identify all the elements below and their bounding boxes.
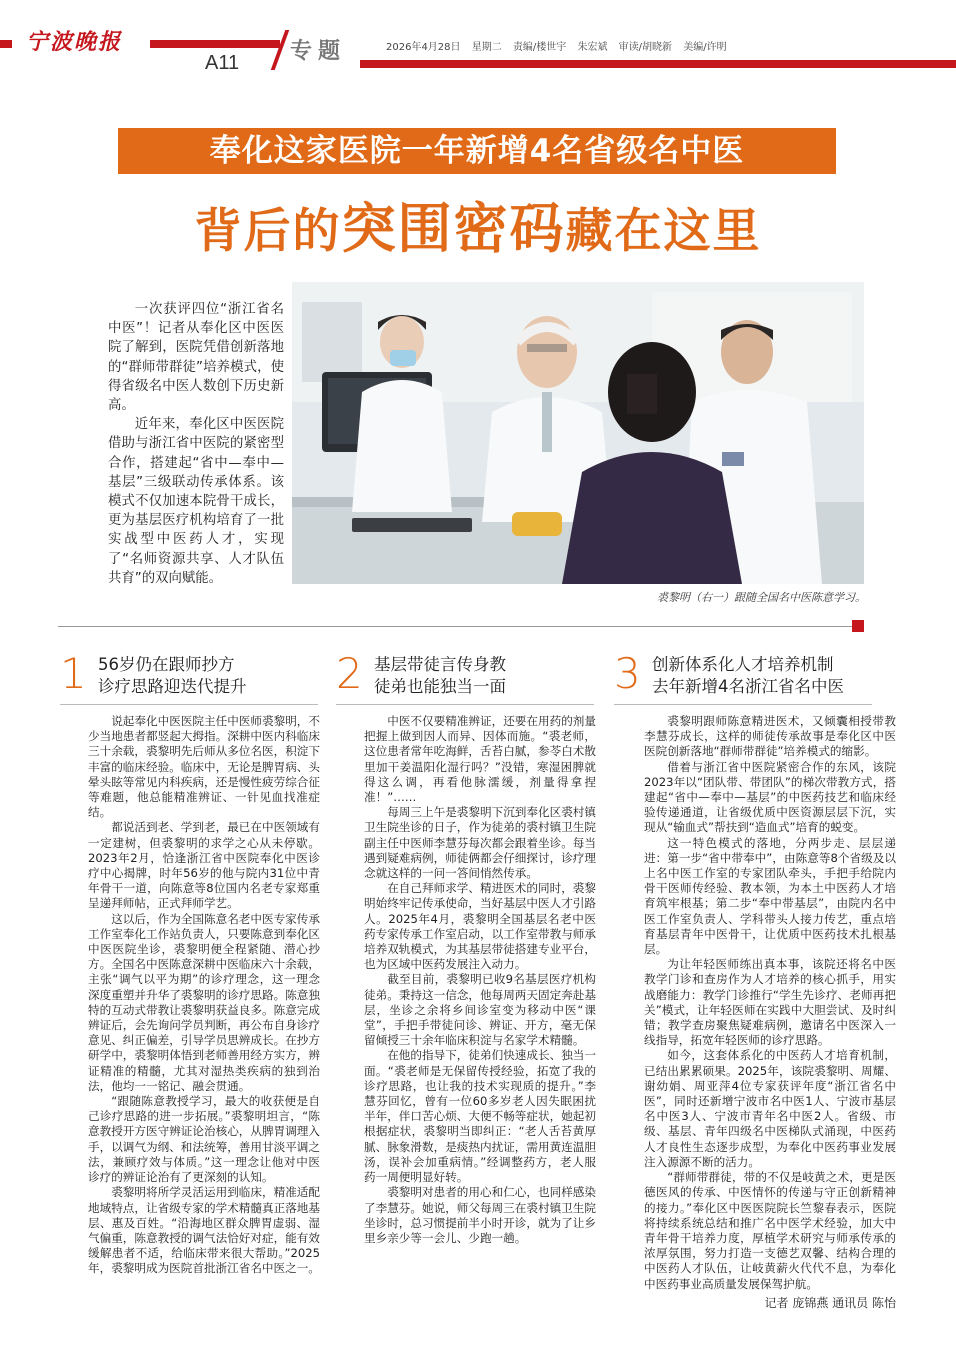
masthead-bar-mid: [150, 40, 280, 48]
paragraph: “跟随陈意教授学习，最大的收获便是自己诊疗思路的进一步拓展。”裘黎明坦言，“陈意教授开方医守辨证论治核心，从脾胃调理入手，以调气为纲、和法统筹，善用甘淡平调之法，兼顾疗效与体质。”这一理念让他对中医诊疗的辨证论治有了更深刻的认知。: [88, 1094, 320, 1185]
section-body: [644, 714, 896, 1311]
issue-date: 2026年4月28日: [386, 42, 461, 53]
paragraph: 借着与浙江省中医院紧密合作的东风，该院2023年以“团队带、带团队”的梯次带教方式，搭建起“省中—奉中—基层”的中医药技艺和临床经验传递通道，让省级优质中医资源层层下沉，实现从“输血式”帮扶到“造血式”培育的蜕变。: [644, 759, 896, 835]
headline-2-emphasis: 突围密码: [341, 197, 566, 260]
section-body: [88, 714, 320, 1277]
masthead-slash: [271, 30, 290, 70]
paragraph: 中医不仅要精准辨证，还要在用药的剂量把握上做到因人而异、因体而施。“裘老师，这位患者常年吃海鲜，舌苔白腻，参苓白术散里加干姜温阳化湿行吗？”没错，寒湿困脾就得这么调，再看他脉濡缓，剂量得拿捏准！”……: [364, 714, 596, 805]
paragraph: 在自己拜师求学、精进医术的同时，裘黎明始终牢记传承使命，当好基层中医人才引路人。2025年4月，裘黎明全国基层名老中医药专家传承工作室启动，以工作室带教与师承培养双轨模式，为其基层带徒搭建专业平台，也为区域中医药发展注入动力。: [364, 881, 596, 972]
issue-info: [386, 38, 735, 53]
reviewer-credit: 审读/胡晓新: [618, 42, 673, 53]
section-rule: [336, 704, 594, 705]
headline-line-1: 奉化这家医院一年新增4名省级名中医: [209, 133, 745, 169]
section-number: 1: [60, 649, 87, 698]
section-number: 2: [336, 649, 363, 698]
paragraph: 都说活到老、学到老，最已在中医领域有一定建树，但裘黎明的求学之心从未停歇。2023年2月，恰逢浙江省中医院奉化中医诊疗中心揭牌，时年56岁的他与院内31位中青年骨干一道，向陈意等8位国内名老专家郑重呈递拜师帖，正式拜师学艺。: [88, 820, 320, 911]
lead-text: [108, 300, 284, 588]
paragraph: 裘黎明对患者的用心和仁心，也同样感染了李慧芬。她说，师父每周三在裘村镇卫生院坐诊时，总习惯提前半小时开诊，就为了让乡里乡亲少等一会儿、少跑一趟。: [364, 1185, 596, 1245]
section-label: 专题: [290, 39, 347, 64]
paragraph: 每周三上午是裘黎明下沉到奉化区裘村镇卫生院坐诊的日子，作为徒弟的裘村镇卫生院副主任中医师李慧芬每次都会跟着坐诊。每当遇到疑难病例，师徒俩都会仔细探讨，诊疗理念就这样的一问一答间悄然传承。: [364, 805, 596, 881]
section-title: [374, 654, 604, 698]
clinic-consultation-photo: [292, 282, 864, 584]
paragraph: 如今，这套体系化的中医药人才培育机制，已结出累累硕果。2025年，该院裘黎明、周耀、谢幼娟、周亚萍4位专家获评年度“浙江省名中医”，同时还新增宁波市名中医1人、宁波市基层名中医3人、宁波市青年名中医2人。省级、市级、基层、青年四级名中医梯队式涌现，中医药人才良性生态逐步成型，为奉化中医药事业发展注入源源不断的活力。: [644, 1048, 896, 1169]
designer-credit: 朱宏斌: [577, 42, 608, 53]
section-number: 3: [614, 649, 641, 698]
paragraph: 裘黎明跟师陈意精进医术，又倾囊相授带教李慧芬成长，这样的师徒传承故事是奉化区中医医院创新落地“群师带群徒”培养模式的缩影。: [644, 714, 896, 759]
section-title-line: 去年新增4名浙江省名中医: [652, 677, 844, 696]
paragraph: 这一特色模式的落地，分两步走、层层递进：第一步“省中带奉中”，由陈意等8个省级及以上名中医工作室的专家团队牵头，手把手给院内骨干医师传经验、教本领，为本土中医药人才培育筑牢根基；第二步“奉中带基层”，由院内名中医工作室负责人、学科带头人接力传艺，重点培育基层青年中医骨干，让优质中医药技术扎根基层。: [644, 835, 896, 957]
masthead-bar-left: [0, 40, 12, 48]
headline-2-suffix: 藏在这里: [565, 204, 762, 259]
masthead: [0, 0, 956, 80]
editor-credit: 责编/楼世宇: [512, 42, 567, 53]
section-title: [98, 654, 328, 698]
masthead-bar-right: [360, 60, 956, 68]
lead-paragraph: 一次获评四位“浙江省名中医”！记者从奉化区中医医院了解到，医院凭借创新落地的“群师带群徒”培养模式，使得省级名中医人数创下历史新高。: [108, 302, 284, 414]
photo-caption: 裘黎明（右一）跟随全国名中医陈意学习。: [657, 591, 866, 604]
headline-line-2: [0, 186, 956, 263]
section-rule: [614, 704, 872, 705]
issue-weekday: 星期二: [471, 42, 502, 53]
paragraph: “群师带群徒，带的不仅是岐黄之术，更是医德医风的传承、中医情怀的传递与守正创新精神的接力。”奉化区中医医院院长竺黎春表示，医院将持续系统总结和推广名中医学术经验，加大中青年骨干培养力度，厚植学术研究与师承传承的浓厚氛围，努力打造一支德艺双馨、结构合理的中医药人才队伍，让岐黄薪火代代不息，为奉化中医药事业高质量发展保驾护航。: [644, 1170, 896, 1291]
paragraph: 在他的指导下，徒弟们快速成长、独当一面。“裘老师是无保留传授经验，拓宽了我的诊疗思路，也让我的技术实现质的提升。”李慧芬回忆，曾有一位60多岁老人因失眠困扰半年，伴口苦心烦、大便不畅等症状，她起初根据症状，裘黎明当即纠正：“老人舌苔黄厚腻、脉象滑数，是痰热内扰证，需用黄连温胆汤，误补会加重病情。”经调整药方，老人服药一周便明显好转。: [364, 1048, 596, 1185]
section-title-line: 56岁仍在跟师抄方: [98, 655, 235, 674]
byline: 记者 庞锦燕 通讯员 陈怡: [764, 1295, 896, 1310]
newspaper-logo: 宁波晚报: [26, 29, 123, 55]
paragraph: 为让年轻医师练出真本事，该院还将名中医教学门诊和查房作为人才培养的核心抓手，用实战磨能力：教学门诊推行“学生先诊疗、老师再把关”模式，让年轻医师在实践中大胆尝试、及时纠错；教学查房聚焦疑难病例，邀请名中医深入一线指导，拓宽年轻医师的诊疗思路。: [644, 957, 896, 1048]
section-title: [652, 654, 882, 698]
art-credit: 美编/许明: [683, 42, 727, 53]
paragraph: 说起奉化中医医院主任中医师裘黎明，不少当地患者都竖起大拇指。深耕中医内科临床三十余载，裘黎明先后师从多位名医，积淀下丰富的临床经验。临床中，无论是脾胃病、头晕头眩等常见内科疾病，还是慢性疲劳综合征等难题，他总能精准辨证、一针见血找准症结。: [88, 714, 320, 820]
headline-banner: [118, 128, 836, 174]
headline-2-prefix: 背后的: [194, 204, 342, 259]
paragraph: 截至目前，裘黎明已收9名基层医疗机构徒弟。秉持这一信念，他每周两天固定奔赴基层，坐诊之余将乡间诊室变为移动中医“课堂”，手把手带徒问诊、辨证、开方，毫无保留倾授三十余年临床积淀与名家学术精髓。: [364, 972, 596, 1048]
divider-marker: [852, 620, 864, 632]
lead-paragraph: 近年来，奉化区中医医院借助与浙江省中医院的紧密型合作，搭建起“省中—奉中—基层”三级联动传承体系。该模式不仅加速本院骨干成长，更为基层医疗机构培育了一批实战型中医药人才，实现了“名师资源共享、人才队伍共育”的双向赋能。: [108, 417, 284, 586]
page-number: A11: [205, 52, 240, 74]
section-divider: [58, 626, 852, 627]
section-title-line: 基层带徒言传身教: [374, 655, 506, 674]
paragraph: 这以后，作为全国陈意名老中医专家传承工作室奉化工作站负责人，只要陈意到奉化区中医医院坐诊，裘黎明便全程紧随、潜心抄方。全国名中医陈意深耕中医临床六十余载，主张“调气以平为期”的诊疗理念，这一理念深度重塑并升华了裘黎明的诊疗思路。陈意独特的互动式带教让裘黎明获益良多。陈意完成辨证后，会先询问学员判断，再公布自身诊疗意见、纠正偏差，引导学员思辨成长。在抄方研学中，裘黎明体悟到老师善用经方实方，辨证精准的精髓，尤其对湿热类疾病的独到治法，他均一一铭记、融会贯通。: [88, 911, 320, 1093]
section-rule: [60, 704, 318, 705]
paragraph: 裘黎明将所学灵活运用到临床，精准适配地域特点，让省级专家的学术精髓真正落地基层、惠及百姓。“沿海地区群众脾胃虚弱、湿气偏重，陈意教授的调气法恰好对症，能有效缓解患者不适，给临床带来很大帮助。”2025年，裘黎明成为医院首批浙江省名中医之一。: [88, 1185, 320, 1276]
section-title-line: 创新体系化人才培养机制: [652, 655, 834, 674]
section-title-line: 徒弟也能独当一面: [374, 677, 506, 696]
section-title-line: 诊疗思路迎迭代提升: [98, 677, 247, 696]
section-body: [364, 714, 596, 1246]
news-photo: [292, 282, 864, 584]
